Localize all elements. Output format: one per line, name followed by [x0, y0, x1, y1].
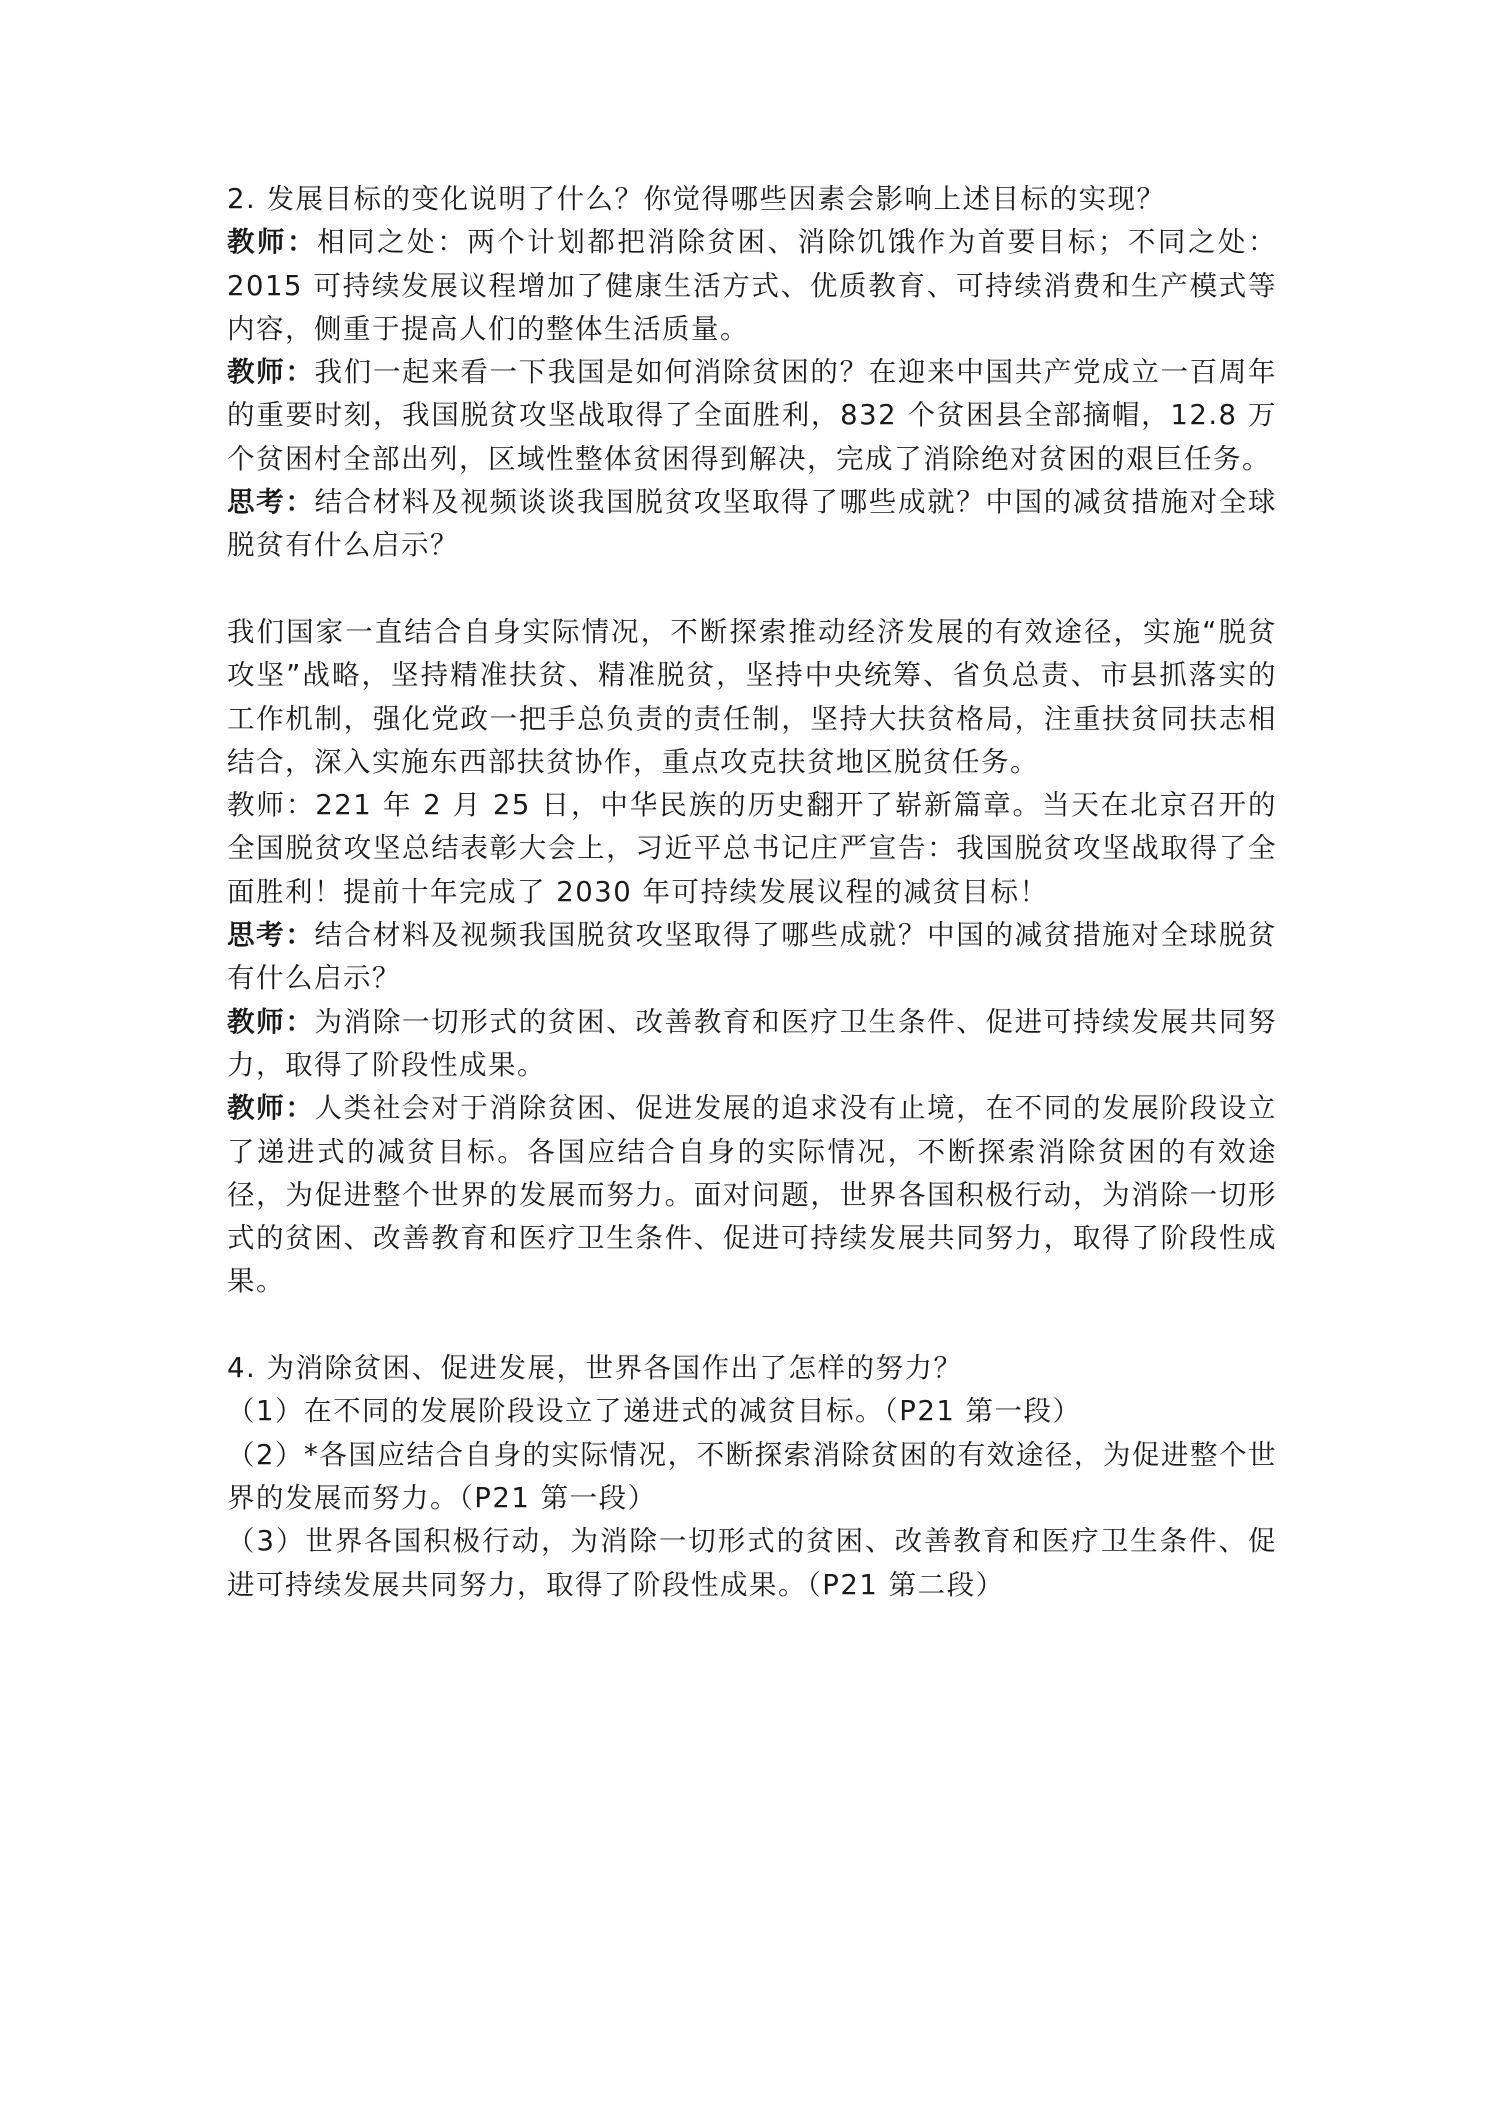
- para-text: （3）世界各国积极行动，为消除一切形式的贫困、改善教育和医疗卫生条件、促进可持续发展共同努力，取得了阶段性成果。（P21 第二段）: [227, 1525, 1277, 1601]
- blank-line: [227, 1304, 1277, 1347]
- blank-line: [227, 568, 1277, 611]
- para-text: （1）在不同的发展阶段设立了递进式的减贫目标。（P21 第一段）: [227, 1395, 1082, 1428]
- document-body: [227, 178, 1277, 1607]
- para-text: 结合材料及视频我国脱贫攻坚取得了哪些成就？中国的减贫措施对全球脱贫有什么启示？: [227, 919, 1277, 995]
- teacher-paragraph: [227, 351, 1277, 481]
- para-text: 我们一起来看一下我国是如何消除贫困的？在迎来中国共产党成立一百周年的重要时刻，我国脱贫攻坚战取得了全面胜利，832 个贫困县全部摘帽，12.8 万个贫困村全部出列，区域性整体贫困得到解决，完成了消除绝对贫困的艰巨任务。: [227, 356, 1277, 475]
- body-paragraph: [227, 611, 1277, 784]
- para-label: 思考：: [227, 919, 315, 952]
- para-text: 教师：221 年 2 月 25 日，中华民族的历史翻开了崭新篇章。当天在北京召开的全国脱贫攻坚总结表彰大会上，习近平总书记庄严宣告：我国脱贫攻坚战取得了全面胜利！提前十年完成了 2030 年可持续发展议程的减贫目标！: [227, 789, 1277, 908]
- para-text: 人类社会对于消除贫困、促进发展的追求没有止境，在不同的发展阶段设立了递进式的减贫目标。各国应结合自身的实际情况，不断探索消除贫困的有效途径，为促进整个世界的发展而努力。面对问题，世界各国积极行动，为消除一切形式的贫困、改善教育和医疗卫生条件、促进可持续发展共同努力，取得了阶段性成果。: [227, 1092, 1277, 1298]
- para-label: 教师：: [227, 1005, 315, 1038]
- teacher-paragraph: [227, 1001, 1277, 1088]
- para-label: 思考：: [227, 486, 315, 519]
- para-text: （2）*各国应结合自身的实际情况，不断探索消除贫困的有效途径，为促进整个世界的发展而努力。（P21 第一段）: [227, 1438, 1277, 1514]
- answer-item: [227, 1520, 1277, 1607]
- question-heading: [227, 178, 1277, 221]
- answer-item: [227, 1390, 1277, 1433]
- para-label: 教师：: [227, 1092, 315, 1125]
- answer-item: [227, 1434, 1277, 1521]
- para-text: 4. 为消除贫困、促进发展，世界各国作出了怎样的努力？: [227, 1352, 963, 1385]
- teacher-paragraph: [227, 221, 1277, 351]
- think-paragraph: [227, 914, 1277, 1001]
- para-text: 相同之处：两个计划都把消除贫困、消除饥饿作为首要目标；不同之处：2015 可持续发展议程增加了健康生活方式、优质教育、可持续消费和生产模式等内容，侧重于提高人们的整体生活质量。: [227, 226, 1278, 345]
- para-text: 2. 发展目标的变化说明了什么？你觉得哪些因素会影响上述目标的实现？: [227, 183, 1166, 215]
- question-heading: [227, 1347, 1277, 1390]
- para-text: 我们国家一直结合自身实际情况，不断探索推动经济发展的有效途径，实施“脱贫攻坚”战略，坚持精准扶贫、精准脱贫，坚持中央统筹、省负总责、市县抓落实的工作机制，强化党政一把手总负责的责任制，坚持大扶贫格局，注重扶贫同扶志相结合，深入实施东西部扶贫协作，重点攻克扶贫地区脱贫任务。: [227, 615, 1277, 778]
- para-label: 教师：: [227, 226, 318, 259]
- teacher-paragraph: [227, 1087, 1277, 1303]
- think-paragraph: [227, 481, 1277, 568]
- para-label: 教师：: [227, 356, 315, 389]
- para-text: 为消除一切形式的贫困、改善教育和医疗卫生条件、促进可持续发展共同努力，取得了阶段性成果。: [227, 1005, 1277, 1081]
- teacher-paragraph: [227, 784, 1277, 914]
- para-text: 结合材料及视频谈谈我国脱贫攻坚取得了哪些成就？中国的减贫措施对全球脱贫有什么启示？: [227, 486, 1277, 562]
